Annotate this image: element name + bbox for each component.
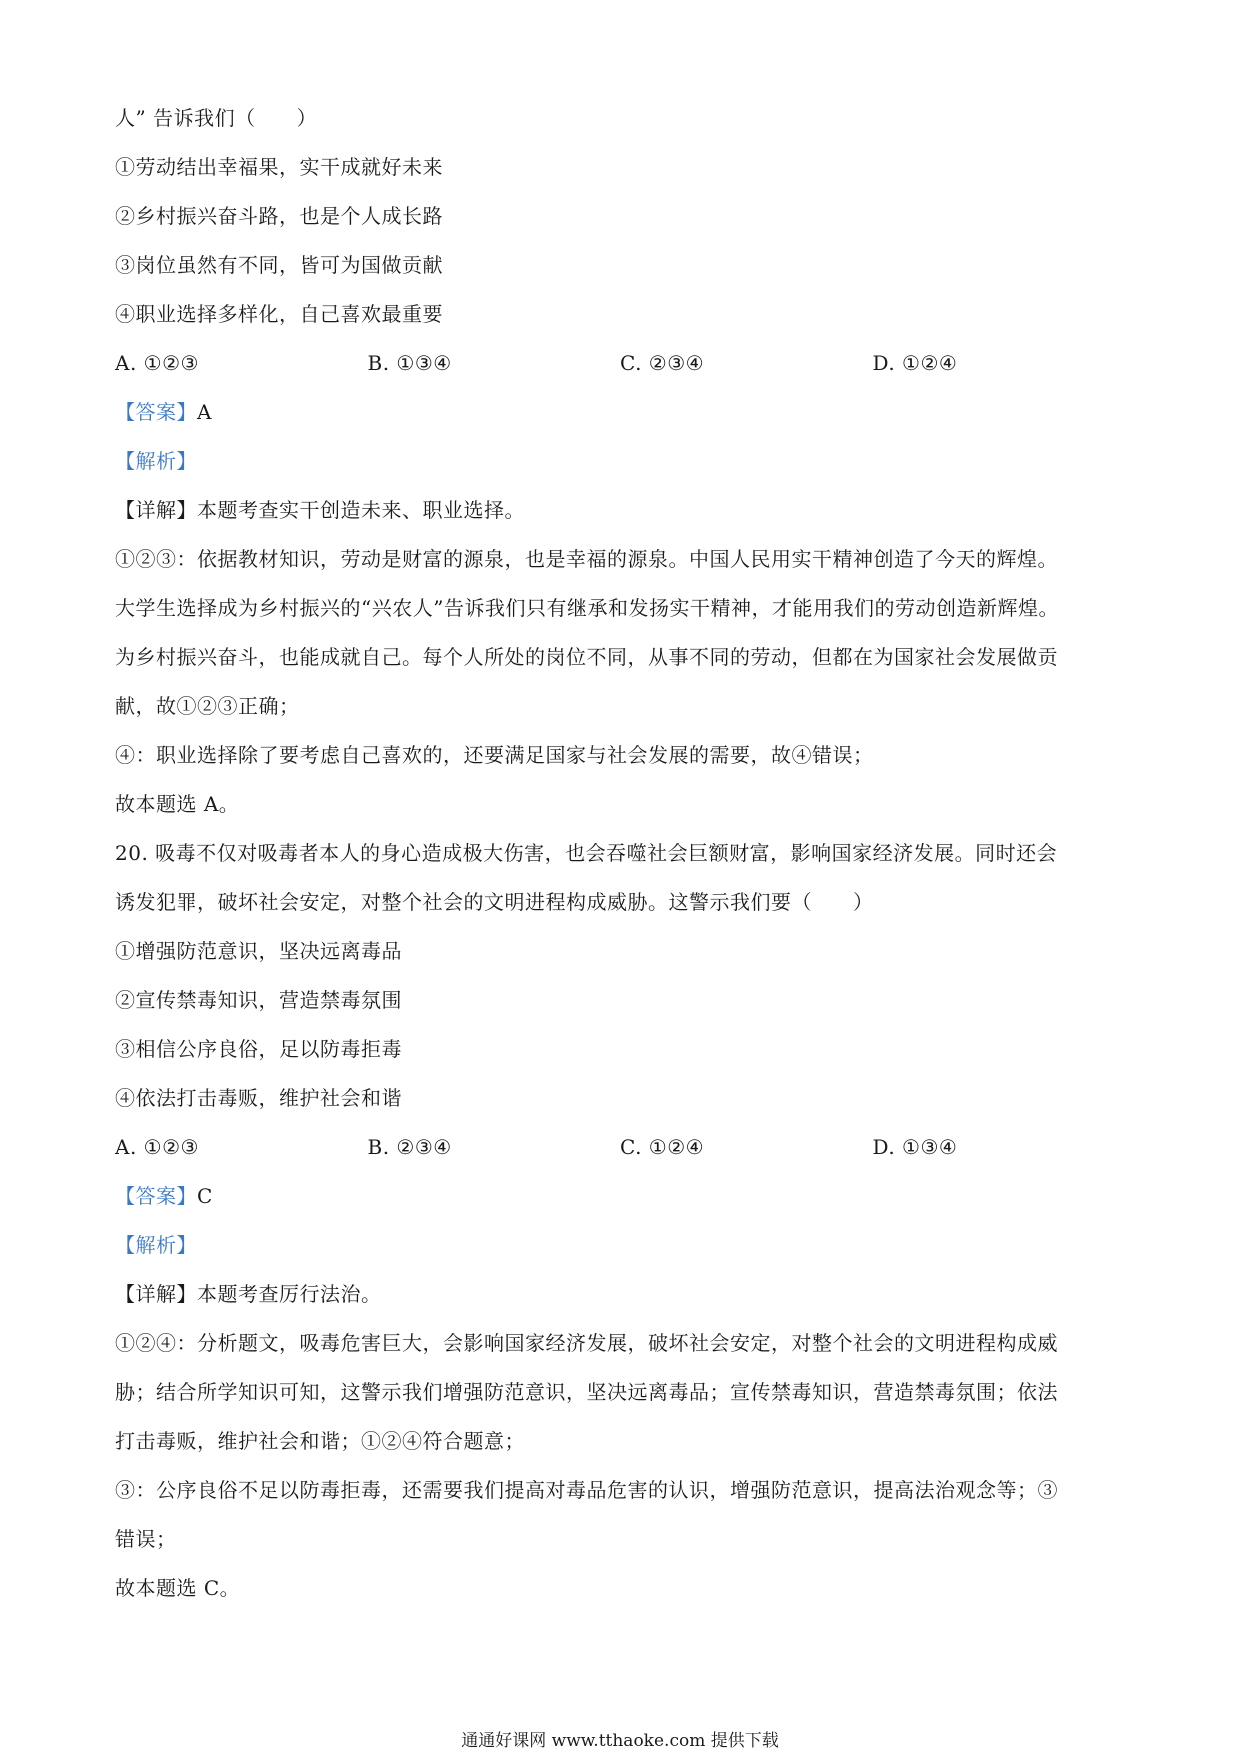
q19-statement-4: ④职业选择多样化，自己喜欢最重要: [115, 302, 443, 326]
q19-detail: [115, 496, 1125, 524]
q19-analysis: [115, 447, 1125, 475]
q19-answer-tag: 【答案】: [115, 400, 197, 424]
q19-explanation-3: 为乡村振兴奋斗，也能成就自己。每个人所处的岗位不同，从事不同的劳动，但都在为国家社会发展做贡: [115, 645, 1058, 669]
q20-explanation-6: 故本题选 C。: [115, 1576, 241, 1600]
q20-statement-2: ②宣传禁毒知识，营造禁毒氛围: [115, 988, 402, 1012]
q19-options: [115, 349, 1125, 377]
q19-option-a: A. ①②③: [115, 351, 199, 375]
q19-statement-3: ③岗位虽然有不同，皆可为国做贡献: [115, 253, 443, 277]
q19-option-b: B. ①③④: [367, 351, 452, 375]
q19-explanation-2: 大学生选择成为乡村振兴的“兴农人”告诉我们只有继承和发扬实干精神，才能用我们的劳动创造新辉煌。: [115, 596, 1059, 620]
q19-option-c: C. ②③④: [620, 351, 705, 375]
q20-detail: [115, 1280, 1125, 1308]
q20-options: [115, 1133, 1125, 1161]
q20-analysis-tag: 【解析】: [115, 1233, 197, 1257]
q19-option-d: D. ①②④: [872, 351, 958, 375]
q19-explanation-1: ①②③：依据教材知识，劳动是财富的源泉，也是幸福的源泉。中国人民用实干精神创造了今天的辉煌。: [115, 547, 1058, 571]
q20-statement-3: ③相信公序良俗，足以防毒拒毒: [115, 1037, 402, 1061]
q19-explanation-6: 故本题选 A。: [115, 792, 240, 816]
q20-explanation-3: 打击毒贩，维护社会和谐；①②④符合题意；: [115, 1429, 525, 1453]
q20-analysis: [115, 1231, 1125, 1259]
q20-stem-line-2: 诱发犯罪，破坏社会安定，对整个社会的文明进程构成威胁。这警示我们要（ ）: [115, 890, 874, 914]
q19-stem-tail: 人” 告诉我们（ ）: [115, 106, 318, 130]
q20-answer: [115, 1182, 1125, 1210]
q19-answer: [115, 398, 1125, 426]
q20-option-a: A. ①②③: [115, 1135, 199, 1159]
q20-option-c: C. ①②④: [620, 1135, 705, 1159]
q20-statement-1: ①增强防范意识，坚决远离毒品: [115, 939, 402, 963]
q19-statement-1: ①劳动结出幸福果，实干成就好未来: [115, 155, 443, 179]
q20-option-d: D. ①③④: [872, 1135, 958, 1159]
q20-option-b: B. ②③④: [367, 1135, 452, 1159]
q20-explanation-1: ①②④：分析题文，吸毒危害巨大，会影响国家经济发展，破坏社会安定，对整个社会的文明进程构成威: [115, 1331, 1058, 1355]
q19-explanation-4: 献，故①②③正确；: [115, 694, 300, 718]
q20-answer-value: C: [197, 1184, 213, 1208]
q19-detail-tag: 【详解】: [115, 498, 197, 522]
q19-answer-value: A: [197, 400, 212, 424]
q19-detail-intro: 本题考查实干创造未来、职业选择。: [197, 498, 525, 522]
q20-detail-tag: 【详解】: [115, 1282, 197, 1306]
page-footer: 通通好课网 www.tthaoke.com 提供下载: [461, 1731, 779, 1751]
q20-explanation-4: ③：公序良俗不足以防毒拒毒，还需要我们提高对毒品危害的认识，增强防范意识，提高法治观念等；③: [115, 1478, 1058, 1502]
q20-detail-intro: 本题考查厉行法治。: [197, 1282, 382, 1306]
q20-answer-tag: 【答案】: [115, 1184, 197, 1208]
q20-explanation-2: 胁；结合所学知识可知，这警示我们增强防范意识，坚决远离毒品；宣传禁毒知识，营造禁毒氛围；依法: [115, 1380, 1058, 1404]
q20-explanation-5: 错误；: [115, 1527, 177, 1551]
q20-statement-4: ④依法打击毒贩，维护社会和谐: [115, 1086, 402, 1110]
q19-analysis-tag: 【解析】: [115, 449, 197, 473]
q19-statement-2: ②乡村振兴奋斗路，也是个人成长路: [115, 204, 443, 228]
q20-stem-line-1: 20. 吸毒不仅对吸毒者本人的身心造成极大伤害，也会吞噬社会巨额财富，影响国家经济发展。同时还会: [115, 841, 1058, 865]
q19-explanation-5: ④：职业选择除了要考虑自己喜欢的，还要满足国家与社会发展的需要，故④错误；: [115, 743, 874, 767]
